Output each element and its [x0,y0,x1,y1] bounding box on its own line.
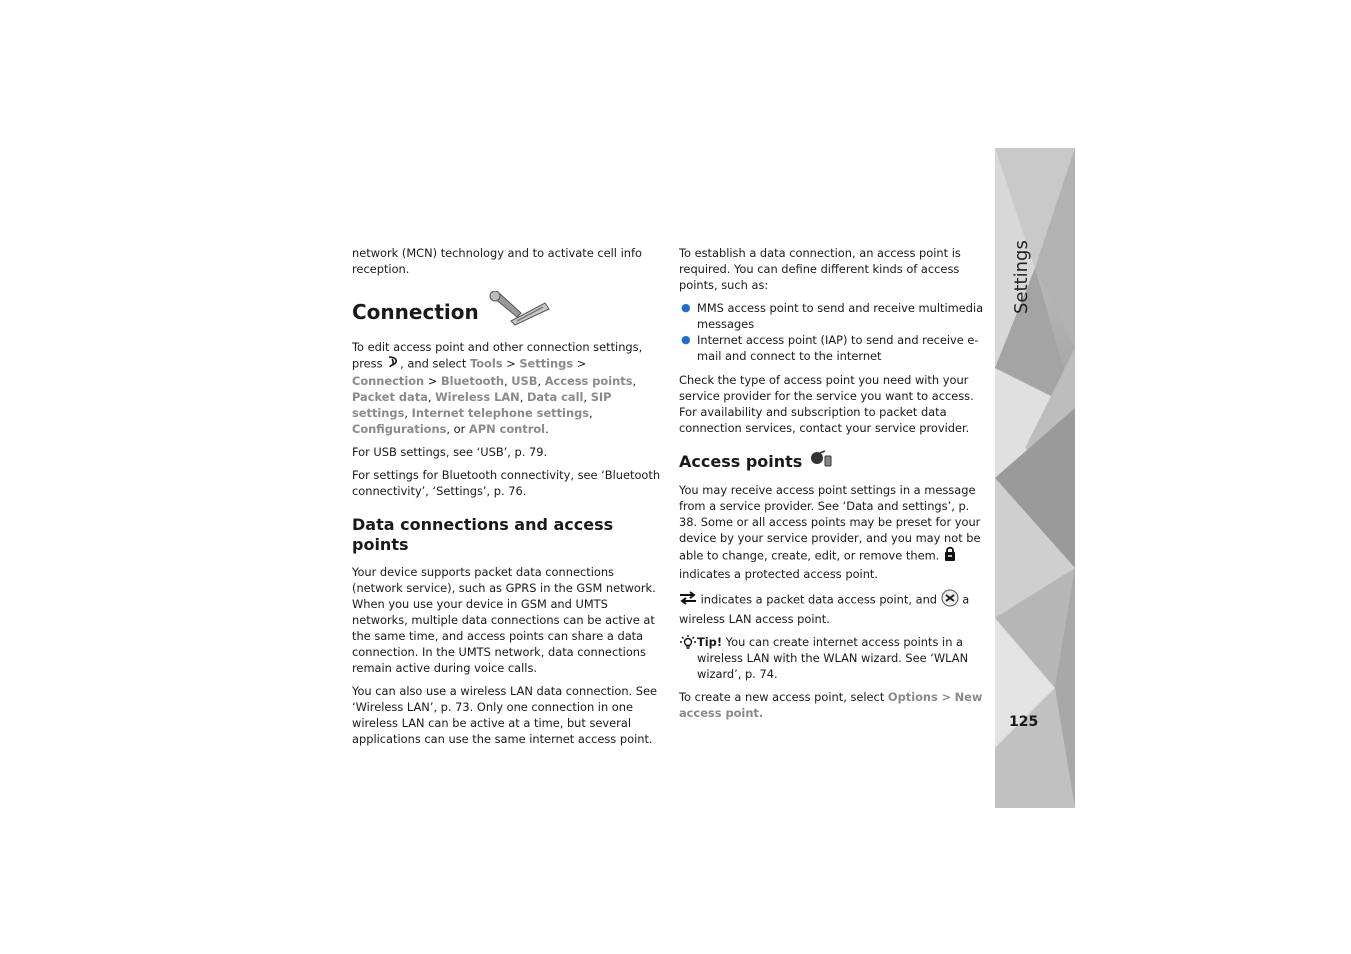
menu-usb: USB [511,374,538,388]
data-connections-heading: Data connections and access points [352,515,614,554]
check-type-paragraph: Check the type of access point you need with your service provider for the service you want to access. For availability and subscription to packet data connection services, contact your service provider. [679,373,974,435]
packet-data-icon [679,591,697,609]
menu-options: Options [887,690,938,704]
list-item: ● Internet access point (IAP) to send and receive e-mail and connect to the internet [681,333,979,363]
menu-internet-telephone: Internet telephone settings [411,406,590,420]
wlan-icon [941,589,959,611]
access-points-heading: Access points [679,450,987,473]
menu-configurations: Configurations [352,422,447,436]
tools-wrench-icon [487,291,551,333]
menu-bluetooth: Bluetooth [440,374,505,388]
menu-data-call: Data call [526,390,584,404]
access-point-types-list [679,300,987,364]
menu-connection: Connection [352,374,425,388]
left-column [352,245,662,754]
bluetooth-paragraph: For settings for Bluetooth connectivity, see ‘Bluetooth connectivity’, ‘Settings’, p. 76. [352,468,661,498]
data-connections-paragraph: Your device supports packet data connections (network service), such as GPRS in the GSM network. When you use your device in GSM and UMTS networks, multiple data connections can be active at the same time, and access points can share a data connection. In the UMTS network, data connections remain active during voice calls. [352,565,656,675]
tip-box [679,634,987,689]
icon-legend-paragraph: indicates a packet data access point, and a wireless LAN access point. [679,589,987,627]
menu-sip-settings: SIP settings [352,390,612,420]
menu-settings: Settings [519,356,574,371]
menu-tools: Tools [469,356,503,371]
menu-access-points: Access points [544,374,633,388]
menu-wireless-lan: Wireless LAN [435,390,520,404]
menu-apn-control: APN control [468,422,546,436]
tip-bulb-icon [679,634,697,689]
access-point-intro: To establish a data connection, an access point is required. You can define different kinds of access points, such as: [679,246,961,292]
chapter-sidebar [995,148,1075,808]
usb-paragraph: For USB settings, see ‘USB’, p. 79. [352,445,548,459]
right-column [679,245,987,728]
intro-continuation: network (MCN) technology and to activate cell info reception. [352,246,642,276]
menu-new-access-point: New access point [679,690,983,720]
access-point-settings-paragraph: You may receive access point settings in a message from a service provider. See ‘Data and settings’, p. 38. Some or all access points may be preset for your device by your service provider, and you may not be able to change, create, edit, or remove them. indicates a protected access point. [679,483,981,581]
list-item: ● MMS access point to send and receive multimedia messages [681,301,984,331]
wireless-lan-paragraph: You can also use a wireless LAN data connection. See ‘Wireless LAN’, p. 73. Only one connection in one wireless LAN can be active at a time, but several applications can use the same internet access point. [352,684,658,746]
tip-paragraph: Tip! You can create internet access points in a wireless LAN with the WLAN wizard. See ‘WLAN wizard’, p. 74. [697,635,969,681]
connection-heading: Connection [352,291,662,333]
tip-label: Tip! [697,635,723,649]
page-number: 125 [1009,714,1039,730]
lock-icon [943,546,957,566]
connection-paragraph: To edit access point and other connection settings, press , and select Tools > Settings > Connection > Bluetooth, USB, Access points, Packet data, Wireless LAN, Data call, SIP settings, Internet telephone settings, Configurations, or APN control. [352,340,643,436]
menu-key-icon [386,355,400,373]
new-access-point-paragraph: To create a new access point, select Options > New access point. [679,690,983,720]
access-points-icon [808,450,834,473]
chapter-title: Settings [1011,240,1032,314]
menu-packet-data: Packet data [352,390,428,404]
